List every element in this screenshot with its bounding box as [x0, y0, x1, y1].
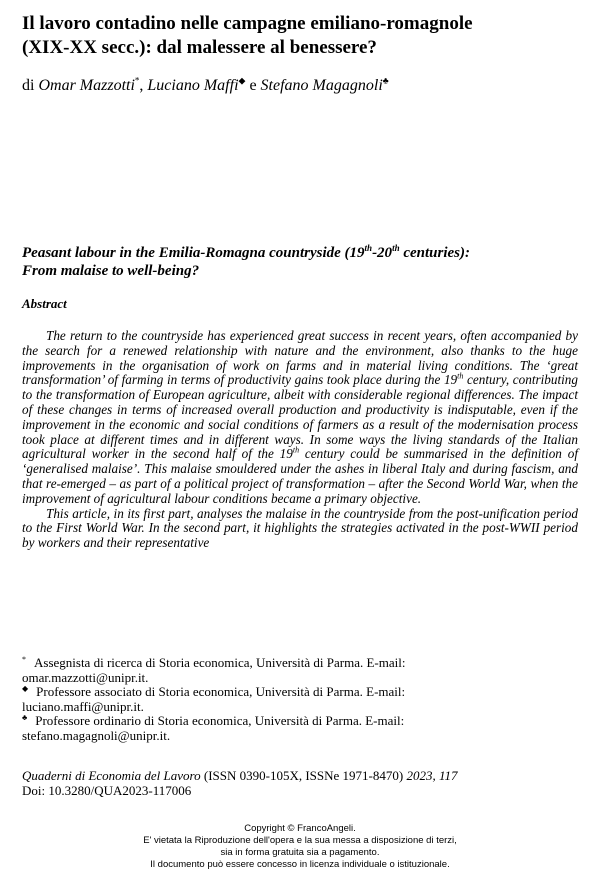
abstract-p1-text-b: century, contributing to the transformation of European agriculture, albeit with considerable regional differences. The impact of these changes in terms of increased overall production and productivity is indisputable, even if the improvement in the economic and social conditions of farmers as a result of the modernisation process took place at different times and in different ways. In some ways the living standards of the Italian agricultural worker in the second half of the 19: [22, 372, 578, 462]
footnote-2-text: Professore associato di Storia economica, Università di Parma. E-mail:: [36, 684, 406, 699]
footnote-3-mark: ♣: [22, 712, 28, 722]
author-3-mark: ♣: [382, 75, 389, 86]
footnotes: [22, 656, 578, 743]
author-prefix: di: [22, 77, 35, 94]
abstract-p1-sup-2: th: [292, 445, 300, 455]
author-1-name: Omar Mazzotti: [38, 77, 135, 94]
english-title-part-1: Peasant labour in the Emilia-Romagna countryside (19: [22, 245, 365, 261]
author-2-name: Luciano Maffi: [147, 77, 239, 94]
author-2-mark: ◆: [238, 75, 246, 86]
abstract-body: [22, 329, 578, 551]
footnote-1-text: Assegnista di ricerca di Storia economica, Università di Parma. E-mail:: [34, 655, 406, 670]
copyright-line-2: E' vietata la Riproduzione dell'opera e la sua messa a disposizione di terzi,: [143, 835, 457, 846]
footnote-1-email: omar.mazzotti@unipr.it.: [22, 669, 149, 685]
journal-year-issue: 2023, 117: [406, 768, 458, 783]
english-title-line-1: [22, 244, 582, 262]
copyright-line-1: Copyright © FrancoAngeli.: [244, 823, 356, 834]
journal-doi: Doi: 10.3280/QUA2023-117006: [22, 783, 192, 798]
copyright-line-4: Il documento può essere concesso in licenza individuale o istituzionale.: [150, 859, 450, 870]
article-title-line-2: (XIX-XX secc.): dal malessere al benessere?: [22, 37, 377, 58]
copyright-notice: [0, 823, 600, 871]
journal-name: Quaderni di Economia del Lavoro: [22, 768, 201, 783]
footnote-3: [22, 714, 578, 729]
footnote-3-text: Professore ordinario di Storia economica, Università di Parma. E-mail:: [35, 713, 405, 728]
english-title-part-3: centuries):: [399, 245, 470, 261]
author-line: di Omar Mazzotti*, Luciano Maffi◆ e Stefano Magagnoli♣: [22, 75, 389, 94]
copyright-line-3: sia in forma gratuita sia a pagamento.: [220, 847, 380, 858]
journal-line: [22, 768, 582, 783]
article-title: [22, 12, 582, 60]
english-title-part-2: -20: [372, 245, 393, 261]
english-title-sup-1: th: [364, 243, 373, 253]
abstract-heading: Abstract: [22, 296, 67, 311]
footnote-1-mark: *: [22, 654, 26, 664]
author-conjunction: e: [249, 77, 257, 94]
english-title-line-2: From malaise to well-being?: [22, 263, 200, 279]
article-title-line-1: Il lavoro contadino nelle campagne emiliano-romagnole: [22, 13, 473, 34]
footnote-1: [22, 656, 578, 671]
journal-issn: (ISSN 0390-105X, ISSNe 1971-8470): [203, 768, 404, 783]
footnote-2: [22, 685, 578, 700]
abstract-paragraph-2: This article, in its first part, analyses the malaise in the countryside from the post-unification period to the First World War. In the second part, it highlights the strategies activated in the post-WWII period by workers and their representative: [22, 505, 578, 551]
journal-citation: [22, 768, 582, 798]
author-3-name: Stefano Magagnoli: [260, 77, 383, 94]
abstract-p1-sup-1: th: [457, 372, 464, 381]
footnote-2-mark: ◆: [22, 683, 29, 693]
abstract-p1-text-a: The return to the countryside has experienced great success in recent years, often accompanied by the search for a renewed relationship with nature and the environment, also thanks to the huge improvements in the organisation of work on farms and in material living conditions. The ‘great transformation’ of farming in terms of productivity gains took place during the 19: [22, 328, 578, 388]
english-title-sup-2: th: [392, 243, 400, 253]
footnote-2-email: luciano.maffi@unipr.it.: [22, 698, 144, 714]
english-title: [22, 244, 582, 280]
abstract-p1-text-c: century could be summarised in the definition of ‘generalised malaise’. This malaise smouldered under the ashes in liberal Italy and during fascism, and that re-emerged – as part of a political project of transformation – after the Second World War, when the improvement of agricultural labour conditions became a primary objective.: [22, 446, 578, 506]
footnote-3-email: stefano.magagnoli@unipr.it.: [22, 727, 171, 743]
author-1-mark: *: [134, 75, 140, 86]
abstract-paragraph-1: [22, 329, 578, 507]
